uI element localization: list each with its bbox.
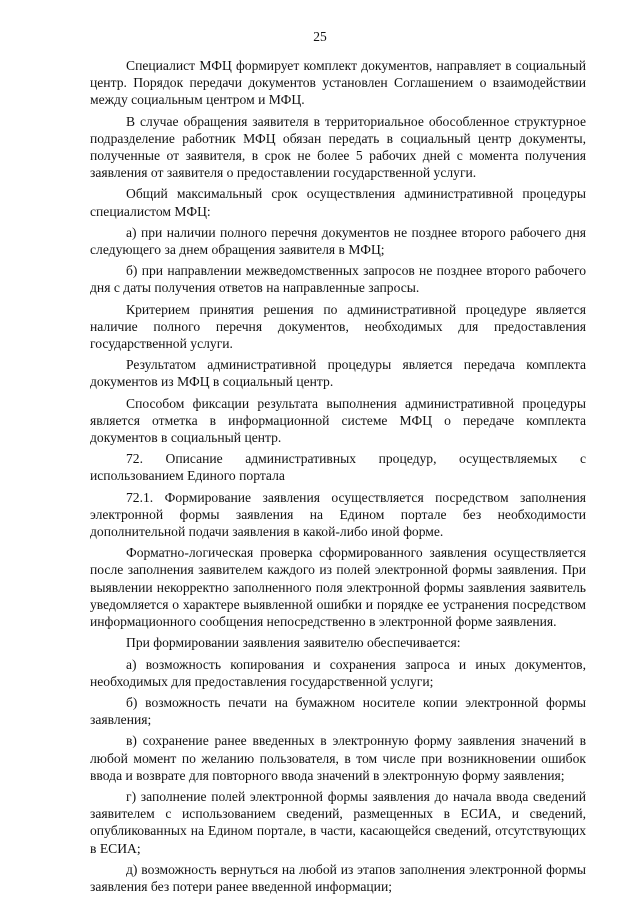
paragraph-item-a: а) возможность копирования и сохранения запроса и иных документов, необходимых для предоставления государственной услуги; [90,656,586,689]
paragraph-result-fixation: Способом фиксации результата выполнения административной процедуры является отметка в информационной системе МФЦ о передаче комплекта документов в социальный центр. [90,395,586,446]
paragraph-section-72-1: 72.1. Формирование заявления осуществляется посредством заполнения электронной формы заявления на Едином портале без необходимости дополнительной подачи заявления в какой-либо иной форме. [90,489,586,540]
paragraph-decision-criterion: Критерием принятия решения по административной процедуре является наличие полного перечня документов, необходимых для предоставления государственной услуги. [90,301,586,352]
paragraph-term-b: б) при направлении межведомственных запросов не позднее второго рабочего дня с даты получения ответов на направленные запросы. [90,263,586,296]
paragraph-term-a: а) при наличии полного перечня документов не позднее второго рабочего дня следующего за днем обращения заявителя в МФЦ; [90,224,586,258]
paragraph-format-logical-check: Форматно-логическая проверка сформированного заявления осуществляется после заполнения заявителем каждого из полей электронной формы заявления. При выявлении некорректно заполненного поля электронной формы заявления заявитель уведомляется о характере выявленной ошибки и порядке ее устранения посредством информационного сообщения непосредственно в электронной форме заявления. [90,545,586,630]
paragraph-item-d: д) возможность вернуться на любой из этапов заполнения электронной формы заявления без потери ранее введенной информации; [90,861,586,894]
paragraph-max-term: Общий максимальный срок осуществления административной процедуры специалистом МФЦ: [90,186,586,219]
paragraph-item-g: г) заполнение полей электронной формы заявления до начала ввода сведений заявителем с использованием сведений, размещенных в ЕСИА, и сведений, опубликованных на Едином портале, в части, касающейся сведений, отсутствующих в ЕСИА; [90,788,586,856]
paragraph-mfc-forms-package: Специалист МФЦ формирует комплект документов, направляет в социальный центр. Порядок передачи документов установлен Соглашением о взаимодействии между социальным центром и МФЦ. [90,58,586,108]
page-number: 25 [313,29,327,44]
paragraph-item-b: б) возможность печати на бумажном носителе копии электронной формы заявления; [90,694,586,728]
paragraph-territorial-subdivision: В случае обращения заявителя в территориальное обособленное структурное подразделение работник МФЦ обязан передать в социальный центр документы, полученные от заявителя, в срок не более 5 рабочих дней с момента получения заявления от заявителя о предоставлении государственной услуги. [90,113,586,181]
paragraph-section-72: 72. Описание административных процедур, осуществляемых с использованием Единого портала [90,451,586,484]
paragraph-procedure-result: Результатом административной процедуры является передача комплекта документов из МФЦ в социальный центр. [90,357,586,390]
paragraph-applicant-provisions: При формировании заявления заявителю обеспечивается: [126,635,461,651]
paragraph-item-v: в) сохранение ранее введенных в электронную форму заявления значений в любой момент по желанию пользователя, в том числе при возникновении ошибок ввода и возврате для повторного ввода значений в электронную форму заявления; [90,733,586,783]
document-body [90,57,586,899]
